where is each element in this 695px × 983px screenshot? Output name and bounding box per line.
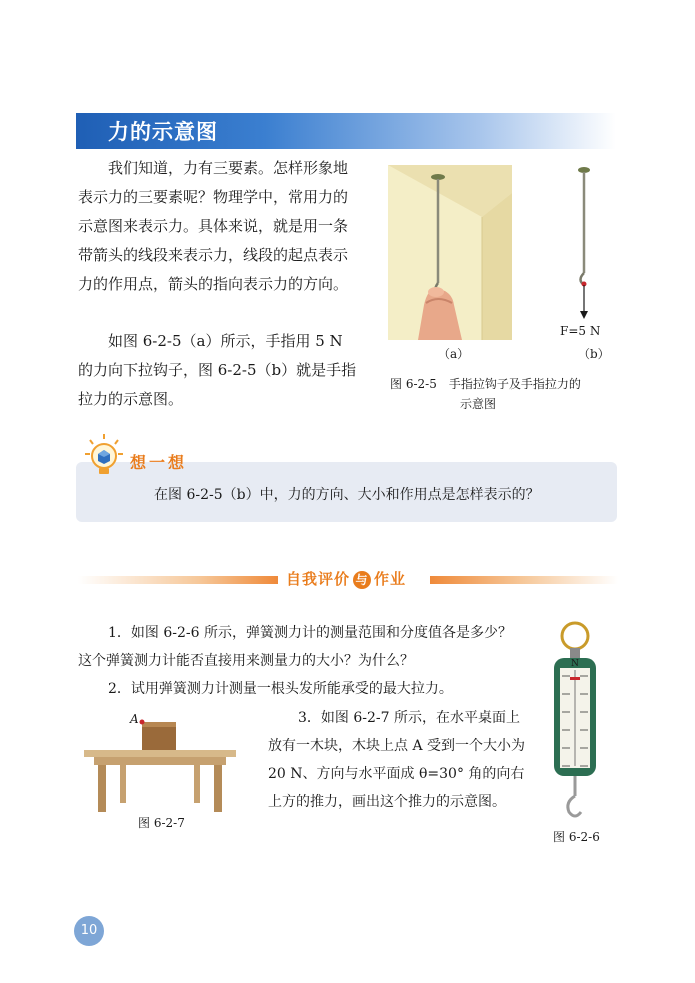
figure-table-with-block [80,710,240,815]
question-2-text: 2．试用弹簧测力计测量一根头发所能承受的最大拉力。 [108,681,453,697]
point-a-label: A [130,712,139,726]
eval-title [286,568,406,589]
figure-hand-pulling-hook [388,165,512,340]
example-paragraph [78,327,358,414]
think-text: 在图 6-2-5（b）中，力的方向、大小和作用点是怎样表示的？ [154,487,540,503]
eval-header-bar-left [78,576,278,584]
question-2 [78,675,523,703]
figure-626-caption: 图 6-2-6 [553,830,600,844]
scale-unit-label: N [571,659,579,669]
example-paragraph-text: 如图 6-2-5（a）所示，手指用 5 N 的力向下拉钩子，图 6-2-5（b）就是手指拉力的示意图。 [78,332,357,408]
figure-label-b: （b） [578,347,610,361]
question-1 [78,619,523,675]
question-3 [268,704,528,816]
question-3-text: 3．如图 6-2-7 所示，在水平桌面上放有一木块，木块上点 A 受到一个大小为 20 N、方向与水平面成 θ=30° 角的向右上方的推力，画出这个推力的示意图。 [268,710,526,810]
think-title: 想一想 [130,453,188,472]
figure-627-caption: 图 6-2-7 [138,816,185,830]
figure-spring-scale [540,620,610,825]
figure-label-a: （a） [438,347,470,361]
question-1-text: 1．如图 6-2-6 所示，弹簧测力计的测量范围和分度值各是多少？这个弹簧测力计能否直接用来测量力的大小？为什么？ [78,625,512,669]
intro-paragraph-text: 我们知道，力有三要素。怎样形象地表示力的三要素呢？物理学中，常用力的示意图来表示力。具体来说，就是用一条带箭头的线段来表示力，线段的起点表示力的作用点，箭头的指向表示力的方向。 [78,159,349,293]
eval-title-part2: 作业 [374,570,407,588]
force-label: F=5 N [560,324,601,338]
eval-title-part1: 自我评价 [286,570,351,588]
lightbulb-icon [84,432,124,480]
figure-625-caption-line1: 图 6-2-5 手指拉钩子及手指拉力的 [390,377,581,391]
eval-title-yu: 与 [353,571,371,589]
intro-paragraph [78,154,358,299]
figure-625-caption-line2: 示意图 [460,397,497,411]
page-number: 10 [74,916,104,946]
figure-force-diagram [560,165,616,345]
figure-625-caption [390,374,630,414]
section-title: 力的示意图 [108,120,218,144]
eval-header-bar-right [430,576,618,584]
